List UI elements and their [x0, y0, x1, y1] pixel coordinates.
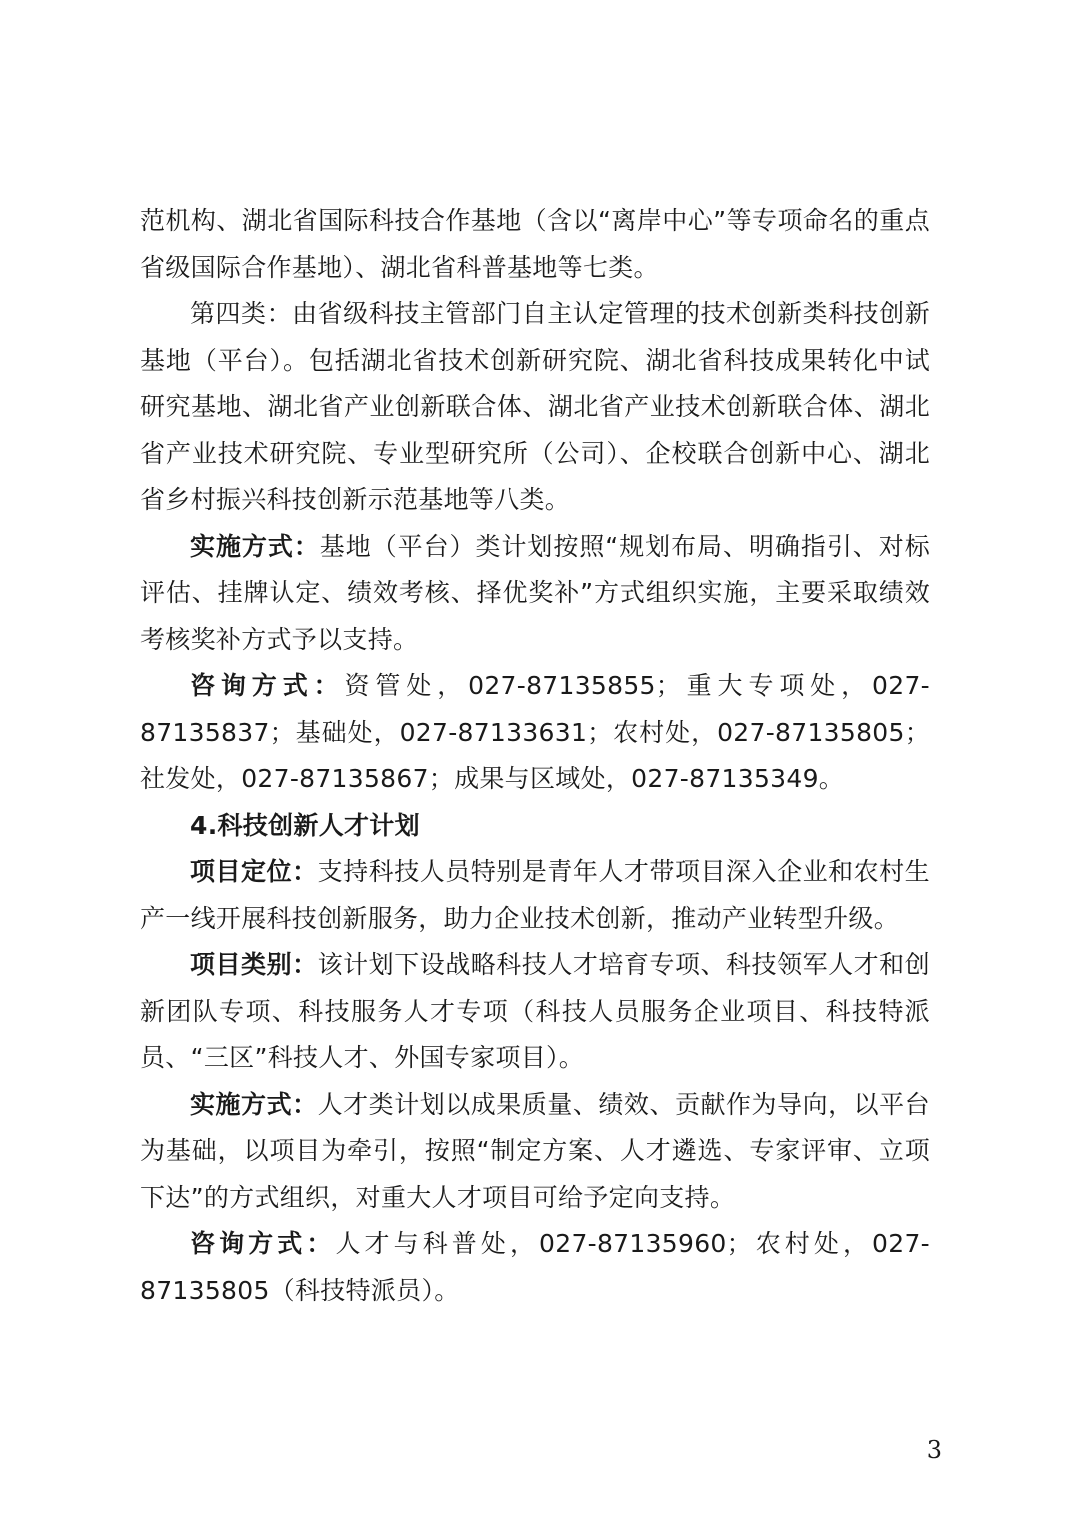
- document-body: [140, 198, 930, 1314]
- paragraph: [140, 524, 930, 664]
- paragraph-text: 基地（平台）类计划按照“规划布局、明确指引、对标评估、挂牌认定、绩效考核、择优奖补”方式组织实施，主要采取绩效考核奖补方式予以支持。: [140, 531, 930, 654]
- paragraph-text: 人才类计划以成果质量、绩效、贡献作为导向，以平台为基础，以项目为牵引，按照“制定方案、人才遴选、专家评审、立项下达”的方式组织，对重大人才项目可给予定向支持。: [140, 1089, 930, 1212]
- page-number: 3: [926, 1436, 942, 1464]
- paragraph-text: 第四类：由省级科技主管部门自主认定管理的技术创新类科技创新基地（平台）。包括湖北省技术创新研究院、湖北省科技成果转化中试研究基地、湖北省产业创新联合体、湖北省产业技术创新联合体、湖北省产业技术研究院、专业型研究所（公司）、企校联合创新中心、湖北省乡村振兴科技创新示范基地等八类。: [140, 299, 930, 514]
- paragraph-text: 人才与科普处，027-87135960；农村处，027-87135805（科技特派员）。: [140, 1229, 930, 1305]
- paragraph: [140, 1221, 930, 1314]
- paragraph: [140, 198, 930, 291]
- paragraph-label: 项目定位：: [190, 857, 318, 886]
- paragraph-label: 咨询方式：: [190, 671, 345, 700]
- paragraph-label: 实施方式：: [190, 1089, 318, 1119]
- paragraph-text: 该计划下设战略科技人才培育专项、科技领军人才和创新团队专项、科技服务人才专项（科技人员服务企业项目、科技特派员、“三区”科技人才、外国专家项目）。: [140, 950, 930, 1072]
- paragraph-label: 项目类别：: [190, 950, 318, 979]
- paragraph-text: 范机构、湖北省国际科技合作基地（含以“离岸中心”等专项命名的重点省级国际合作基地）、湖北省科普基地等七类。: [140, 206, 930, 282]
- paragraph: [140, 1082, 930, 1222]
- paragraph-text: 资管处，027-87135855；重大专项处，027-87135837；基础处，027-87133631；农村处，027-87135805；社发处，027-87135867；成果与区域处，027-87135349。: [140, 671, 930, 793]
- paragraph: [140, 663, 930, 803]
- paragraph: [140, 849, 930, 942]
- paragraph-label: 咨询方式：: [190, 1229, 336, 1258]
- paragraph: [140, 942, 930, 1082]
- paragraph-text: 支持科技人员特别是青年人才带项目深入企业和农村生产一线开展科技创新服务，助力企业技术创新，推动产业转型升级。: [140, 857, 930, 933]
- paragraph-label: 实施方式：: [190, 531, 320, 561]
- section-heading: [140, 803, 930, 850]
- section-heading-text: 4.科技创新人才计划: [190, 810, 420, 840]
- paragraph: [140, 291, 930, 524]
